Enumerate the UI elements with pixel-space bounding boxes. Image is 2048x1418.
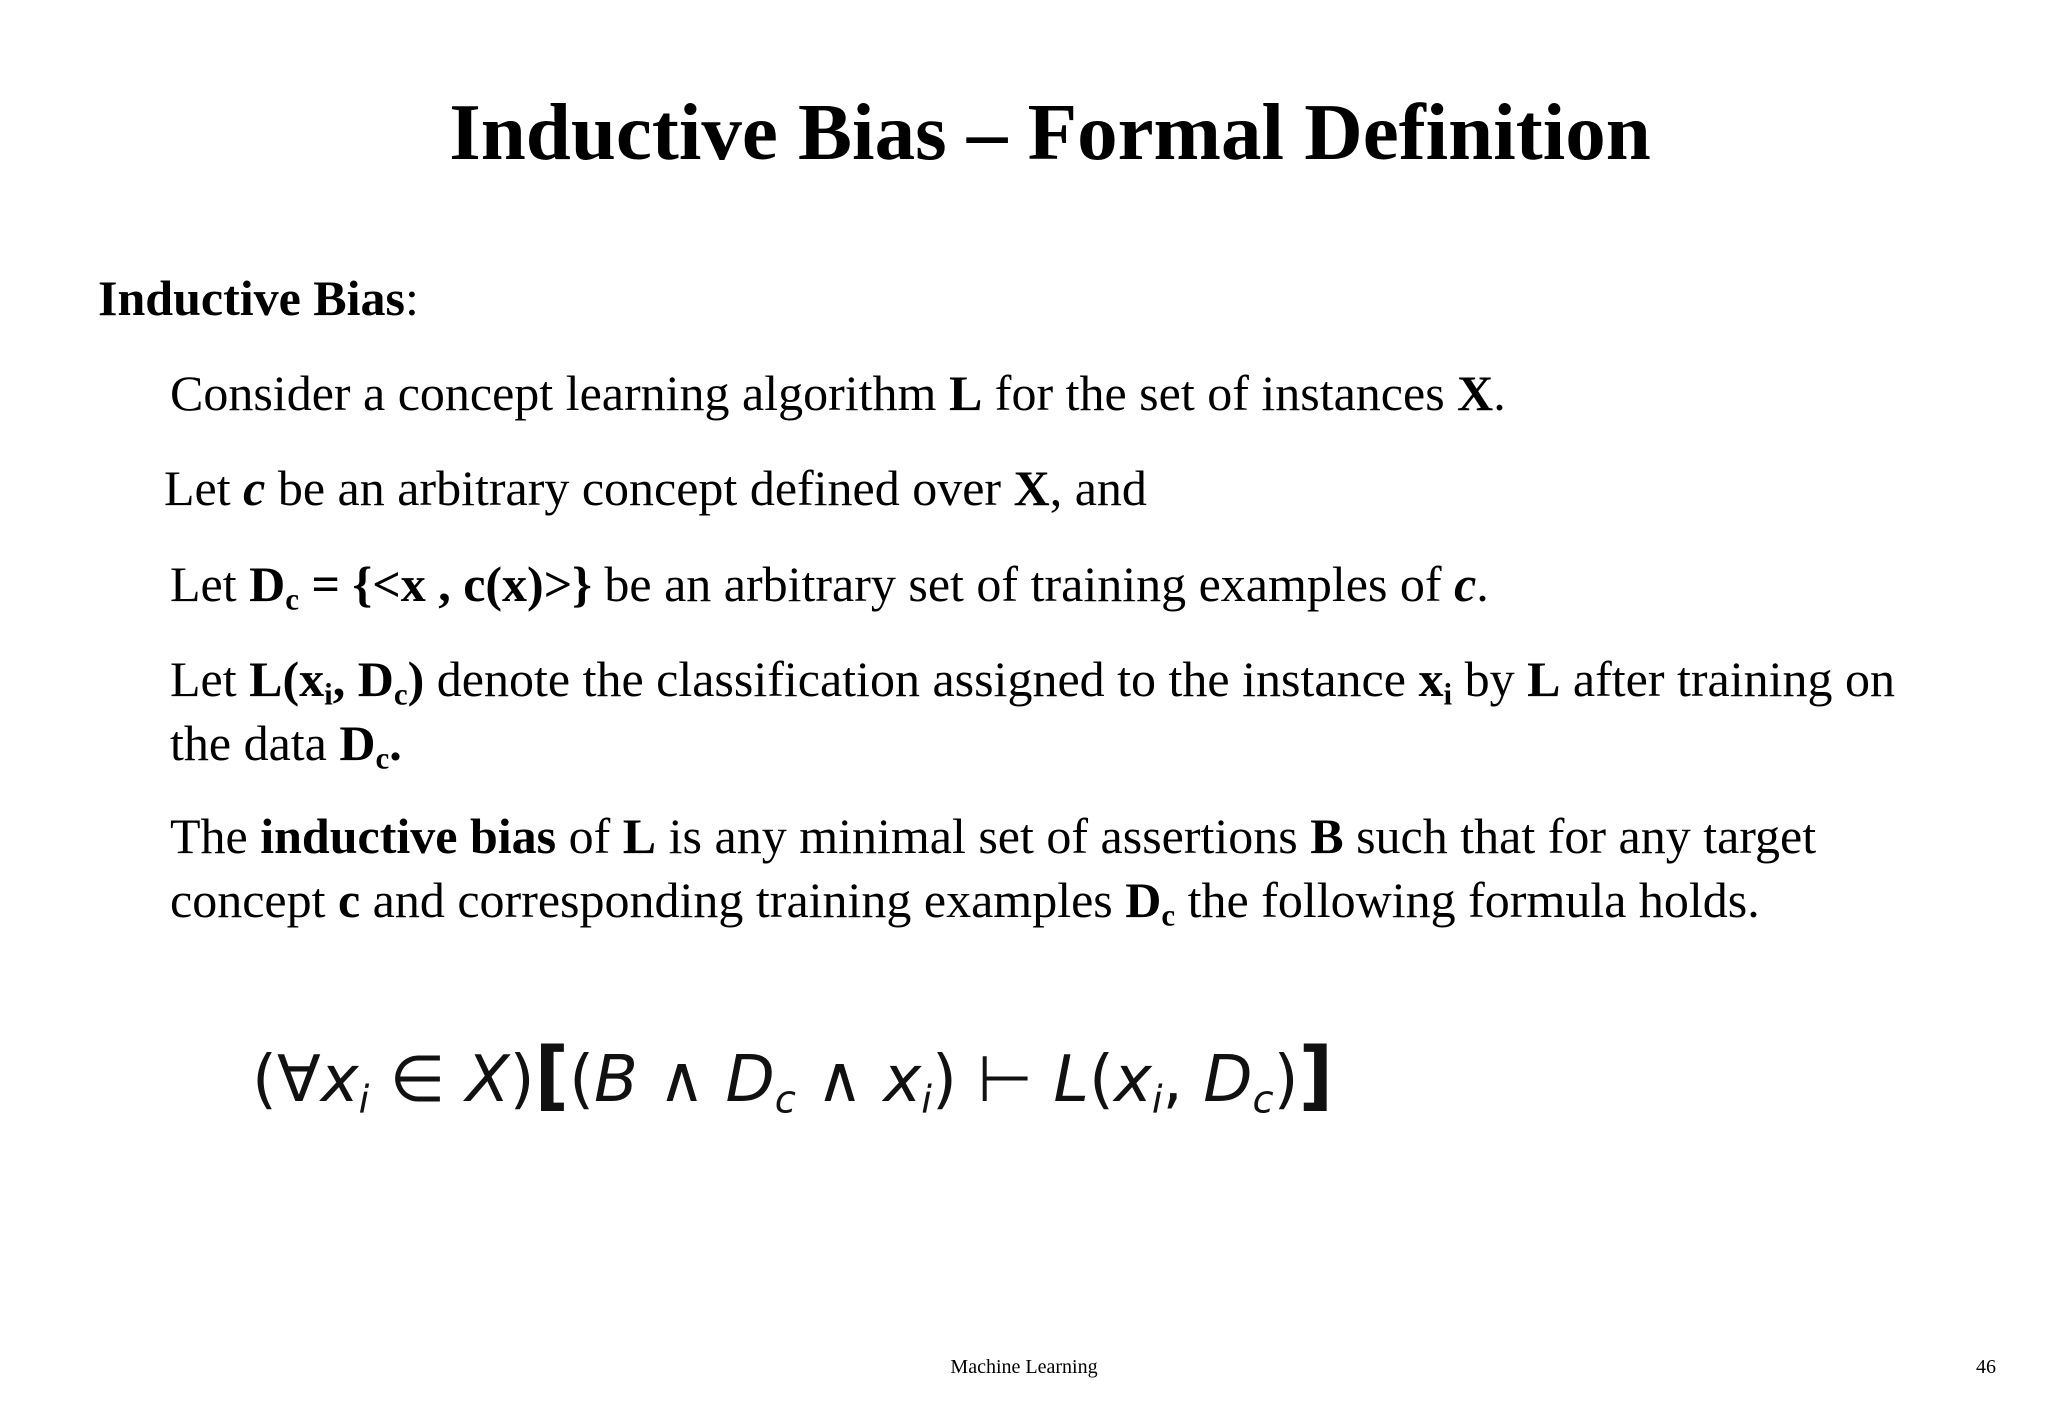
formula-subscript: i (921, 1077, 932, 1123)
subscript: i (324, 676, 333, 712)
text: for the set of instances (982, 365, 1458, 421)
bold-italic-text: c (1454, 556, 1477, 612)
paragraph-consider (170, 361, 1506, 425)
formula-subscript: i (1151, 1077, 1163, 1123)
text: the following formula holds. (1175, 872, 1760, 928)
bold-text: D (249, 556, 286, 612)
formula-variable: D (1203, 1043, 1253, 1117)
slide-number: 46 (1976, 1356, 1996, 1378)
paragraph-line (170, 804, 1816, 868)
text: The (170, 808, 261, 864)
formula-symbol: (∀ (252, 1043, 321, 1117)
text: such that for any target (1343, 808, 1817, 864)
text: Let (164, 460, 244, 516)
formula-variable: x (320, 1043, 359, 1117)
formula-symbol: ) (931, 1043, 957, 1117)
inductive-bias-formula (252, 1030, 1333, 1125)
formula-subscript: c (774, 1077, 796, 1123)
bold-text: . (389, 715, 402, 771)
section-heading (98, 268, 419, 328)
subscript: c (285, 581, 300, 617)
paragraph-line (170, 647, 1895, 711)
formula-symbol: , (1162, 1043, 1204, 1117)
formula-bracket: ] (1298, 1031, 1334, 1119)
formula-symbol: ( (569, 1043, 595, 1117)
bold-text: inductive bias (260, 808, 557, 864)
subscript: c (1161, 897, 1176, 933)
formula-variable: D (725, 1043, 775, 1117)
text: and corresponding training examples (360, 872, 1126, 928)
text: after training on (1560, 651, 1896, 707)
paragraph-let-c (164, 456, 1147, 520)
formula-symbol: ) (1273, 1043, 1299, 1117)
formula-symbol: ∈ (369, 1043, 466, 1117)
bold-text: D (339, 715, 376, 771)
formula-bracket: [ (534, 1031, 570, 1119)
bold-text: X (1013, 460, 1050, 516)
bold-text: x (1418, 651, 1444, 707)
text: of (556, 808, 623, 864)
bold-text: D (1125, 872, 1162, 928)
text: is any minimal set of assertions (656, 808, 1311, 864)
text: the data (170, 715, 340, 771)
text: by (1452, 651, 1528, 707)
footer-course-name: Machine Learning (950, 1356, 1098, 1378)
text: concept (170, 872, 338, 928)
text: , and (1049, 460, 1147, 516)
formula-symbol: ∧ (637, 1043, 726, 1117)
bold-text: c (337, 872, 361, 928)
text: denote the classification assigned to the instance (424, 651, 1419, 707)
formula-variable: L (1053, 1043, 1089, 1117)
formula-variable: x (883, 1043, 922, 1117)
subscript: c (393, 676, 408, 712)
bold-text: L (622, 808, 657, 864)
heading-text: Inductive Bias (98, 270, 406, 326)
text: Consider a concept learning algorithm (170, 365, 949, 421)
formula-symbol: ⊢ (956, 1043, 1054, 1117)
formula-symbol: ( (1089, 1043, 1114, 1117)
text: Let (170, 651, 250, 707)
bold-text: X (1457, 365, 1494, 421)
formula-subscript: i (358, 1077, 370, 1123)
subscript: i (1443, 676, 1453, 712)
bold-text: = {<x , c(x)>} (299, 556, 592, 612)
heading-colon: : (405, 270, 419, 326)
formula-subscript: c (1252, 1077, 1274, 1123)
paragraph-let-l (170, 647, 1895, 775)
bold-text: B (1310, 808, 1344, 864)
paragraph-line (170, 868, 1816, 932)
text: Let (170, 556, 250, 612)
bold-text: L (948, 365, 983, 421)
formula-variable: x (1113, 1043, 1152, 1117)
text: . (1493, 365, 1506, 421)
text: be an arbitrary concept defined over (265, 460, 1014, 516)
subscript: c (375, 740, 390, 776)
formula-symbol: ) (509, 1043, 535, 1117)
bold-italic-text: c (243, 460, 266, 516)
paragraph-inductive-bias (170, 804, 1816, 932)
paragraph-line (170, 711, 1895, 775)
bold-text: L(x (249, 651, 325, 707)
formula-symbol: ∧ (795, 1043, 884, 1117)
text: be an arbitrary set of training examples of (591, 556, 1455, 612)
text: . (1476, 556, 1489, 612)
formula-variable: B (594, 1043, 638, 1117)
bold-text: , D (332, 651, 394, 707)
bold-text: ) (407, 651, 425, 707)
formula-variable: X (465, 1043, 510, 1117)
paragraph-let-dc (170, 552, 1489, 616)
bold-text: L (1527, 651, 1561, 707)
slide-title: Inductive Bias – Formal Definition (449, 87, 1651, 177)
